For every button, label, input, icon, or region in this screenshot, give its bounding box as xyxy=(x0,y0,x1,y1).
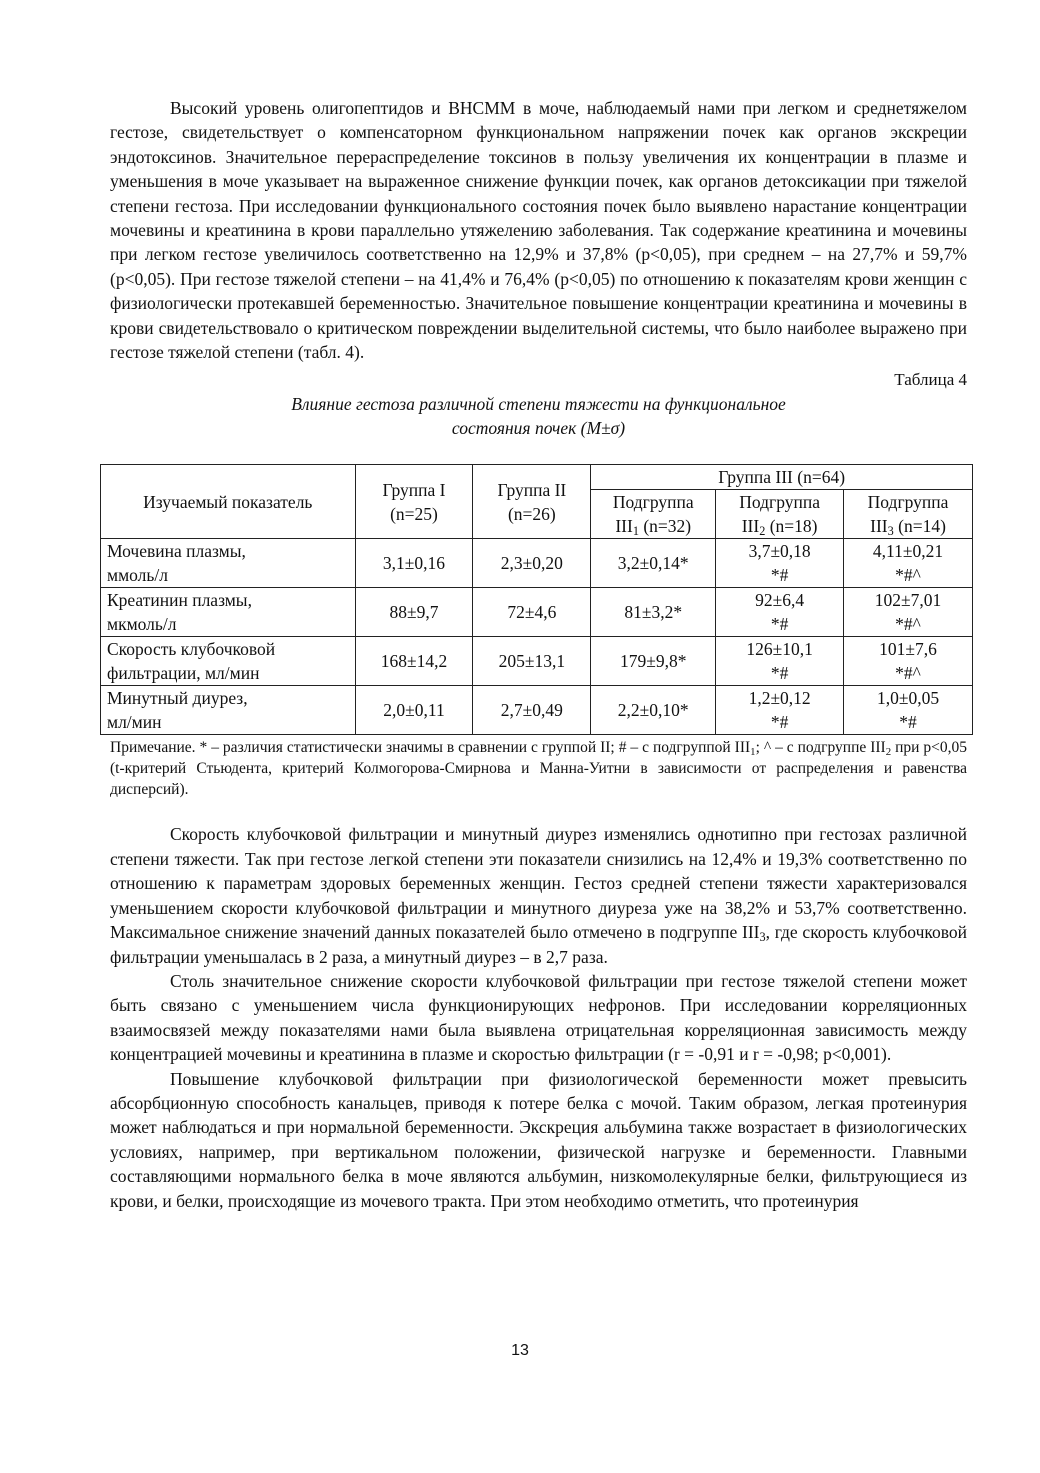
cell-subgroup2 xyxy=(716,539,844,588)
cell-group1: 3,1±0,16 xyxy=(355,539,473,588)
cell-group2: 2,3±0,20 xyxy=(473,539,591,588)
cell-value: 102±7,01 xyxy=(874,590,942,611)
subgroup3-n: (n=14) xyxy=(893,516,946,537)
table-title-line2: состояния почек (M±σ) xyxy=(451,418,626,439)
row-label xyxy=(101,686,356,735)
subgroup2-n: (n=18) xyxy=(765,516,818,537)
row-label-line1: Креатинин плазмы, xyxy=(107,590,252,611)
cell-group2: 72±4,6 xyxy=(473,588,591,637)
page-number: 13 xyxy=(511,1342,529,1359)
table-label: Таблица 4 xyxy=(894,370,967,390)
table-title-line1: Влияние гестоза различной степени тяжести на функциональное xyxy=(291,394,786,415)
cell-value: 4,11±0,21 xyxy=(872,541,944,562)
cell-marks: *# xyxy=(770,614,789,635)
kidney-function-table xyxy=(100,464,973,735)
header-subgroup3 xyxy=(844,490,973,539)
row-label-line2: фильтрации, мл/мин xyxy=(107,663,260,684)
header-group1-name: Группа I xyxy=(382,479,446,500)
header-group1-n: (n=25) xyxy=(390,503,438,524)
table-row xyxy=(101,588,973,637)
subgroup1-n: (n=32) xyxy=(638,516,692,537)
header-subgroup1 xyxy=(591,490,716,539)
row-label xyxy=(101,539,356,588)
table-title xyxy=(110,392,967,440)
cell-subgroup1: 81±3,2* xyxy=(591,588,716,637)
note-part3: при p<0,05 (t-критерий Стьюдента, критерий Колмогорова-Смирнова и Манна-Уитни в зависимости от распределения и равенства дисперсий). xyxy=(110,739,967,799)
cell-subgroup1: 2,2±0,10* xyxy=(591,686,716,735)
table-note xyxy=(110,737,967,800)
header-subgroup2 xyxy=(716,490,844,539)
cell-subgroup2 xyxy=(716,686,844,735)
subgroup3-word: Подгруппа xyxy=(867,492,949,513)
cell-group1: 2,0±0,11 xyxy=(355,686,473,735)
cell-marks: *#^ xyxy=(895,663,921,684)
row-label-line2: ммоль/л xyxy=(107,565,168,586)
cell-subgroup3 xyxy=(844,539,973,588)
cell-group1: 88±9,7 xyxy=(355,588,473,637)
body-paragraph-3: Повышение клубочковой фильтрации при физиологической беременности может превысить абсорбционную способность канальцев, приводя к потере белка с мочой. Таким образом, легкая протеинурия может наблюдаться и при нормальной беременности. Экскреция альбумина также возрастает в физиологических условиях, например, при вертикальном положении, физической нагрузке и беременности. Главными составляющими нормального белка в моче являются альбумин, низкомолекулярные белки, фильтрующиеся из крови, и белки, происходящие из мочевого тракта. При этом необходимо отметить, что протеинурия xyxy=(110,1068,967,1211)
cell-subgroup1: 179±9,8* xyxy=(591,637,716,686)
row-label-line2: мкмоль/л xyxy=(107,614,177,635)
cell-value: 1,2±0,12 xyxy=(748,688,811,709)
paragraph1-tail: , где скорость клубочковой фильтрации уменьшалась в 2 раза, а минутный диурез – в 2,7 раза. xyxy=(110,922,967,967)
header-group1 xyxy=(355,465,473,539)
cell-value: 3,7±0,18 xyxy=(748,541,811,562)
subgroup2-index: 2 xyxy=(759,524,766,539)
cell-marks: *# xyxy=(899,712,917,733)
subgroup2-roman: III xyxy=(741,516,760,537)
cell-marks: *# xyxy=(770,712,789,733)
cell-subgroup2 xyxy=(716,637,844,686)
cell-marks: *#^ xyxy=(895,614,921,635)
cell-subgroup2 xyxy=(716,588,844,637)
cell-group2: 2,7±0,49 xyxy=(473,686,591,735)
paragraph1-sub: 3 xyxy=(759,930,766,945)
cell-group2: 205±13,1 xyxy=(473,637,591,686)
cell-marks: *# xyxy=(770,663,789,684)
subgroup1-roman: III xyxy=(615,516,633,537)
cell-subgroup1: 3,2±0,14* xyxy=(591,539,716,588)
row-label-line1: Мочевина плазмы, xyxy=(107,541,246,562)
row-label xyxy=(101,637,356,686)
header-group2-name: Группа II xyxy=(497,479,567,500)
row-label xyxy=(101,588,356,637)
cell-value: 1,0±0,05 xyxy=(876,688,940,709)
body-paragraph-1 xyxy=(110,822,967,968)
row-label-line1: Минутный диурез, xyxy=(107,688,248,709)
cell-value: 101±7,6 xyxy=(879,639,937,660)
note-sub2: 2 xyxy=(885,746,892,759)
cell-marks: *# xyxy=(770,565,789,586)
row-label-line1: Скорость клубочковой xyxy=(107,639,276,660)
subgroup1-index: 1 xyxy=(632,524,639,539)
table-row xyxy=(101,686,973,735)
subgroup1-word: Подгруппа xyxy=(612,492,694,513)
cell-subgroup3 xyxy=(844,637,973,686)
header-group2 xyxy=(473,465,591,539)
note-part2: ; ^ – с подгруппе III xyxy=(755,739,886,757)
subgroup3-roman: III xyxy=(870,516,888,537)
subgroup2-word: Подгруппа xyxy=(739,492,820,513)
cell-value: 126±10,1 xyxy=(746,639,813,660)
table-row xyxy=(101,637,973,686)
header-indicator: Изучаемый показатель xyxy=(101,465,356,539)
cell-subgroup3 xyxy=(844,686,973,735)
header-group2-n: (n=26) xyxy=(507,503,556,524)
document-page xyxy=(107,96,967,1213)
subgroup3-index: 3 xyxy=(887,524,894,539)
table-header-row-1 xyxy=(101,465,973,490)
note-part1: Примечание. * – различия статистически значимы в сравнении с группой II; # – с подгруппой III xyxy=(110,739,751,757)
spacer xyxy=(110,800,967,822)
note-sub1: 1 xyxy=(750,746,756,759)
cell-value: 92±6,4 xyxy=(755,590,805,611)
cell-subgroup3 xyxy=(844,588,973,637)
paragraph1-text: Скорость клубочковой фильтрации и минутный диурез изменялись однотипно при гестозах различной степени тяжести. Так при гестозе легкой степени эти показатели снизились на 12,4% и 19,3% соответственно по отношению к параметрам здоровых беременных женщин. Гестоз средней степени тяжести характеризовался уменьшением скорости клубочковой фильтрации и минутного диуреза уже на 38,2% и 53,7% соответственно. Максимальное снижение значений данных показателей было отмечено в подгруппе III xyxy=(110,824,967,943)
cell-marks: *#^ xyxy=(895,565,921,586)
row-label-line2: мл/мин xyxy=(107,712,162,733)
header-group3: Группа III (n=64) xyxy=(591,465,973,490)
body-paragraph-2: Столь значительное снижение скорости клубочковой фильтрации при гестозе тяжелой степени может быть связано с уменьшением числа функционирующих нефронов. При исследовании корреляционных взаимосвязей между показателями нами была выявлена отрицательная корреляционная зависимость между концентрацией мочевины и креатинина в плазме и скоростью фильтрации (r = -0,91 и r = -0,98; p<0,001). xyxy=(110,970,967,1065)
cell-group1: 168±14,2 xyxy=(355,637,473,686)
intro-paragraph: Высокий уровень олигопептидов и ВНСММ в моче, наблюдаемый нами при легком и среднетяжелом гестозе, свидетельствует о компенсаторном функциональном напряжении почек как органов экскреции эндотоксинов. Значительное перераспределение токсинов в пользу увеличения их концентрации в плазме и уменьшения в моче указывает на выраженное снижение функции почек, как органов детоксикации при тяжелой степени гестоза. При исследовании функционального состояния почек было выявлено нарастание концентрации мочевины и креатинина в крови параллельно утяжелению заболевания. Так содержание креатинина и мочевины при легком гестозе увеличилось соответственно на 12,9% и 37,8% (p<0,05), при среднем – на 27,7% и 59,7% (p<0,05). При гестозе тяжелой степени – на 41,4% и 76,4% (p<0,05) по отношению к показателям крови женщин с физиологически протекавшей беременностью. Значительное повышение концентрации креатинина и мочевины в крови свидетельствовало о критическом повреждении выделительной системы, что было наиболее выражено при гестозе тяжелой степени (табл. 4). xyxy=(110,98,967,363)
table-row xyxy=(101,539,973,588)
